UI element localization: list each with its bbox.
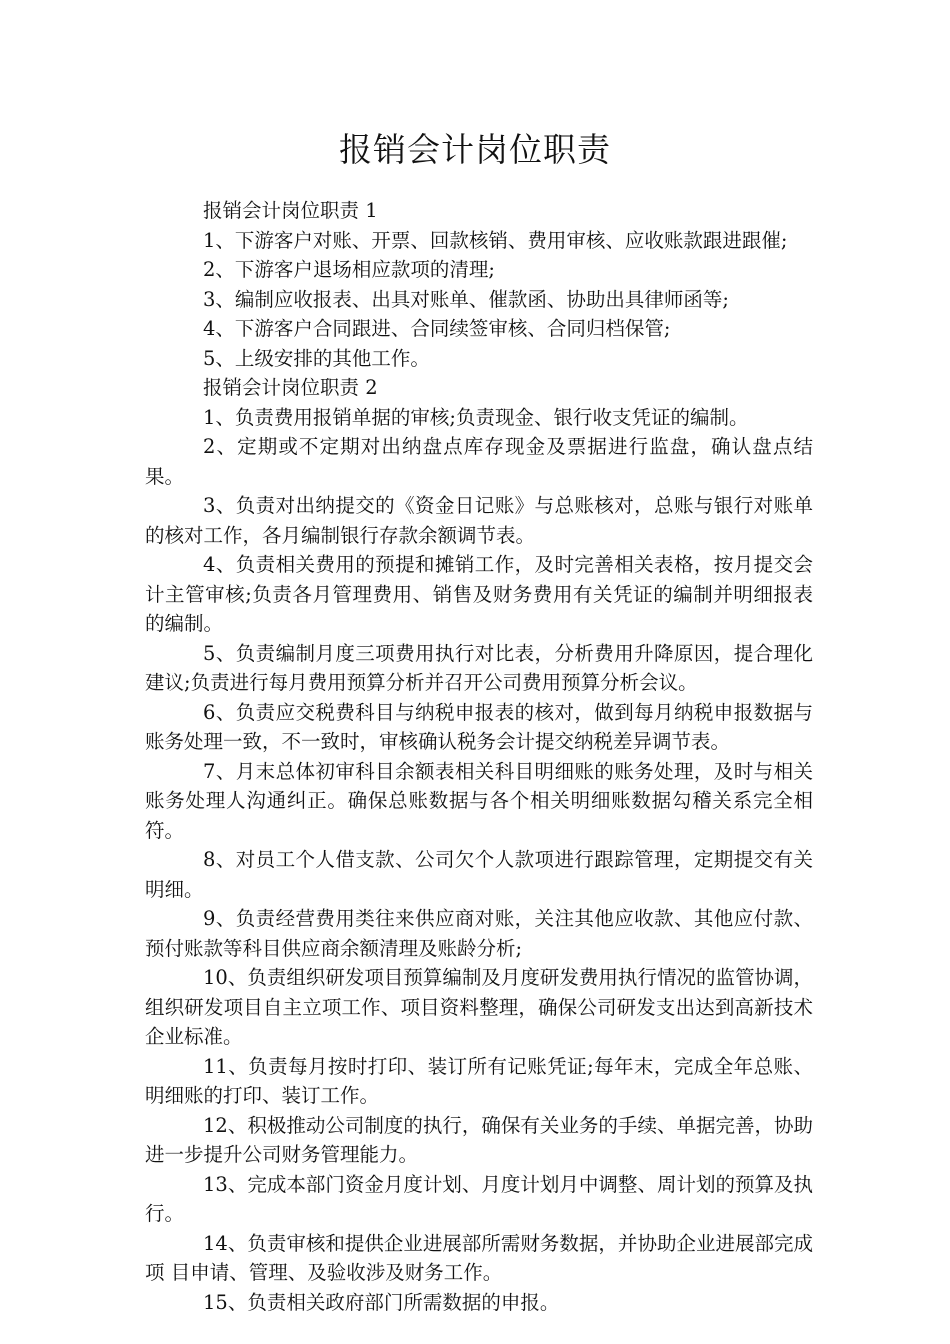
section-2-item-15: 15、负责相关政府部门所需数据的申报。 [203,1290,560,1314]
section-2-item-1: 1、负责费用报销单据的审核;负责现金、银行收支凭证的编制。 [203,405,749,429]
section-2-item-6: 6、负责应交税费科目与纳税申报表的核对，做到每月纳税申报数据与账务处理一致，不一致时，审核确认税务会计提交纳税差异调节表。 [145,700,813,753]
section-2-item-3: 3、负责对出纳提交的《资金日记账》与总账核对，总账与银行对账单的核对工作，各月编制银行存款余额调节表。 [145,494,813,547]
section-1-heading: 报销会计岗位职责 1 [203,199,378,222]
section-2-item-4: 4、负责相关费用的预提和摊销工作，及时完善相关表格，按月提交会计主管审核;负责各月管理费用、销售及财务费用有关凭证的编制并明细报表的编制。 [145,553,813,635]
section-2-item-5: 5、负责编制月度三项费用执行对比表，分析费用升降原因，提合理化建议;负责进行每月费用预算分析并召开公司费用预算分析会议。 [145,641,813,694]
section-1-item-3: 3、编制应收报表、出具对账单、催款函、协助出具律师函等; [203,287,729,311]
section-1-item-5: 5、上级安排的其他工作。 [203,346,430,370]
section-2-item-10: 10、负责组织研发项目预算编制及月度研发费用执行情况的监管协调，组织研发项目自主立项工作、项目资料整理，确保公司研发支出达到高新技术企业标准。 [145,966,813,1048]
section-2-item-9: 9、负责经营费用类往来供应商对账，关注其他应收款、其他应付款、预付账款等科目供应商余额清理及账龄分析; [145,907,813,960]
section-2-item-11: 11、负责每月按时打印、装订所有记账凭证;每年末，完成全年总账、明细账的打印、装订工作。 [145,1054,813,1107]
section-2-item-14: 14、负责审核和提供企业进展部所需财务数据，并协助企业进展部完成项 目申请、管理、及验收涉及财务工作。 [145,1231,813,1284]
document-body [145,196,813,1317]
document-title: 报销会计岗位职责 [339,130,611,169]
section-1-item-2: 2、下游客户退场相应款项的清理; [203,258,495,281]
section-2-heading: 报销会计岗位职责 2 [203,376,378,399]
section-1-item-4: 4、下游客户合同跟进、合同续签审核、合同归档保管; [203,317,671,340]
section-2-item-7: 7、月末总体初审科目余额表相关科目明细账的账务处理，及时与相关账务处理人沟通纠正。确保总账数据与各个相关明细账数据勾稽关系完全相符。 [145,759,813,842]
section-2-item-8: 8、对员工个人借支款、公司欠个人款项进行跟踪管理，定期提交有关明细。 [145,848,813,901]
section-2-item-2: 2、定期或不定期对出纳盘点库存现金及票据进行监盘，确认盘点结果。 [145,435,813,488]
section-2-item-13: 13、完成本部门资金月度计划、月度计划月中调整、周计划的预算及执行。 [145,1172,813,1225]
section-2-item-12: 12、积极推动公司制度的执行，确保有关业务的手续、单据完善，协助进一步提升公司财务管理能力。 [145,1113,813,1166]
section-1-item-1: 1、下游客户对账、开票、回款核销、费用审核、应收账款跟进跟催; [203,228,788,252]
